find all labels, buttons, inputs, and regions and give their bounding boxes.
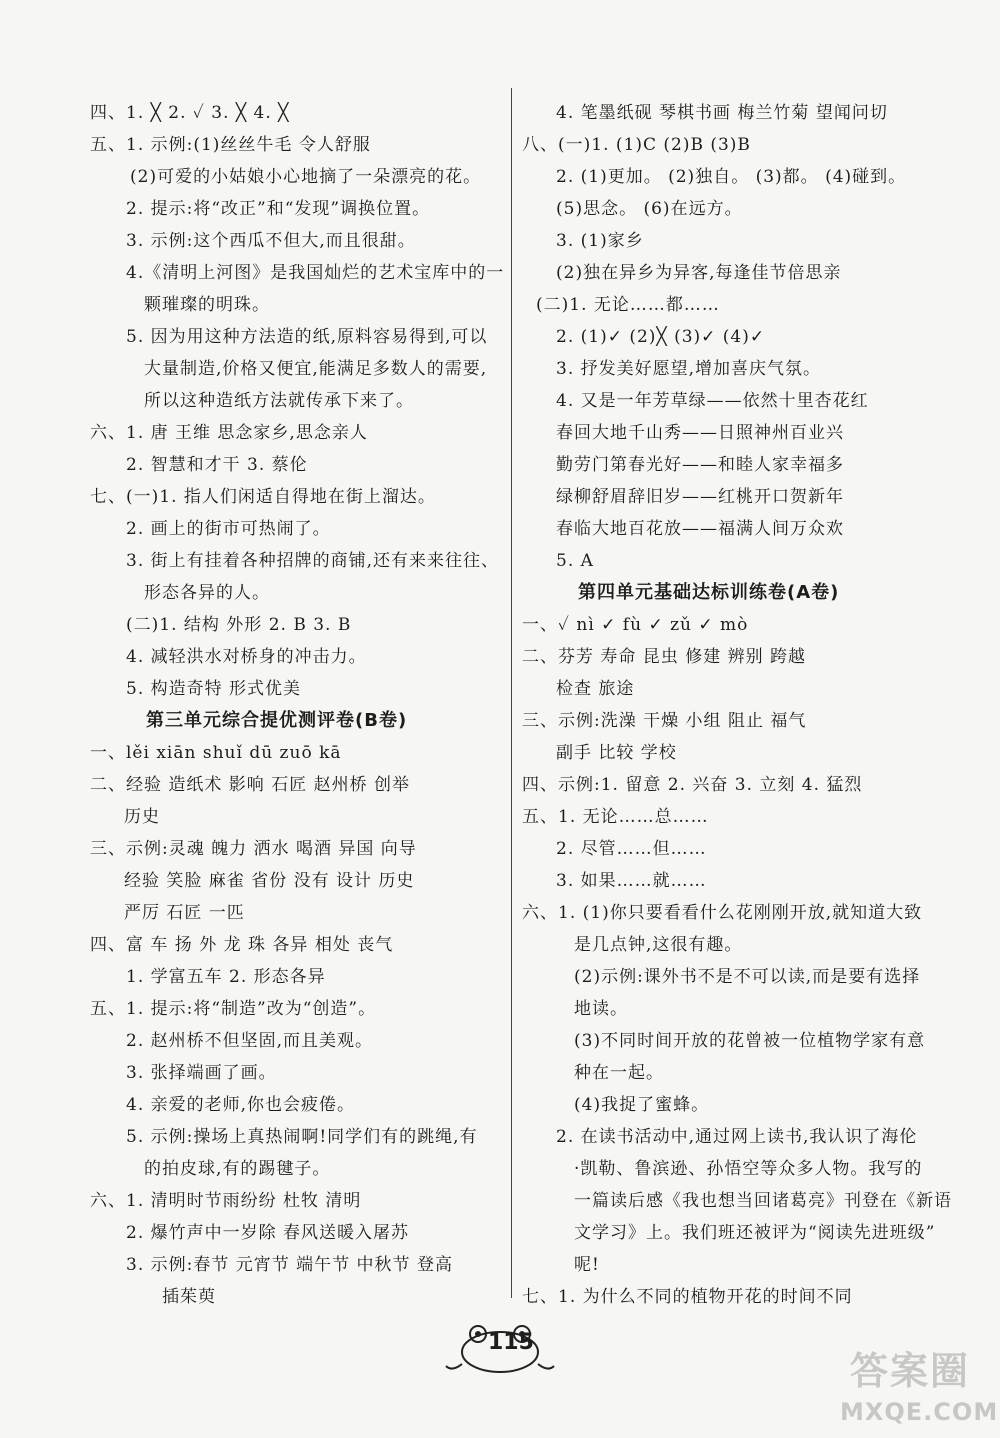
answer-line: 六、1. 清明时节雨纷纷 杜牧 清明 (90, 1191, 362, 1211)
answer-line: 一、lěi xiān shuǐ dū zuō kā (90, 743, 342, 763)
answer-line: 五、1. 提示:将“制造”改为“创造”。 (90, 999, 377, 1019)
answer-line: 3. 抒发美好愿望,增加喜庆气氛。 (556, 359, 822, 379)
answer-line: 种在一起。 (574, 1063, 664, 1083)
answer-line: 3. 街上有挂着各种招牌的商铺,还有来来往往、 (126, 551, 500, 571)
answer-line: 所以这种造纸方法就传承下来了。 (144, 391, 414, 411)
answer-line: 5. 因为用这种方法造的纸,原料容易得到,可以 (126, 327, 488, 347)
answer-line: 勤劳门第春光好——和睦人家幸福多 (556, 455, 844, 475)
answer-line: 春回大地千山秀——日照神州百业兴 (556, 423, 844, 443)
answer-line: (二)1. 结构 外形 2. B 3. B (126, 615, 352, 635)
answer-line: 4. 又是一年芳草绿——依然十里杏花红 (556, 391, 869, 411)
answer-line: 5. 构造奇特 形式优美 (126, 679, 302, 699)
answer-line: 六、1. 唐 王维 思念家乡,思念亲人 (90, 423, 368, 443)
section-heading: 第四单元基础达标训练卷(A卷) (578, 582, 840, 603)
answer-line: 4. 笔墨纸砚 琴棋书画 梅兰竹菊 望闻问切 (556, 103, 888, 123)
answer-line: ·凯勒、鲁滨逊、孙悟空等众多人物。我写的 (574, 1159, 923, 1179)
answer-line: 形态各异的人。 (144, 583, 270, 603)
answer-line: (二)1. 无论……都…… (536, 295, 720, 315)
answer-line: 5. A (556, 551, 594, 571)
answer-line: 2. 画上的街市可热闹了。 (126, 519, 331, 539)
answer-line: 副手 比较 学校 (556, 743, 677, 763)
page-number-badge (440, 1320, 560, 1380)
answer-line: (2)可爱的小姑娘小心地摘了一朵漂亮的花。 (130, 167, 482, 187)
answer-line: 的拍皮球,有的踢毽子。 (144, 1159, 331, 1179)
answer-line: (2)独在异乡为异客,每逢佳节倍思亲 (556, 263, 842, 283)
answer-line: (4)我捉了蜜蜂。 (574, 1095, 710, 1115)
answer-line: 是几点钟,这很有趣。 (574, 935, 743, 955)
answer-line: 2. (1)✓ (2)╳ (3)✓ (4)✓ (556, 327, 766, 347)
column-divider (511, 88, 512, 1298)
answer-line: 文学习》上。我们班还被评为“阅读先进班级” (574, 1223, 936, 1243)
answer-line: 4.《清明上河图》是我国灿烂的艺术宝库中的一 (126, 263, 505, 283)
answer-line: 八、(一)1. (1)C (2)B (3)B (522, 135, 751, 155)
answer-line: 七、1. 为什么不同的植物开花的时间不同 (522, 1287, 853, 1307)
answer-line: (2)示例:课外书不是不可以读,而是要有选择 (574, 967, 921, 987)
answer-line: 大量制造,价格又便宜,能满足多数人的需要, (144, 359, 488, 379)
answer-line: 3. 示例:这个西瓜不但大,而且很甜。 (126, 231, 416, 251)
answer-line: 呢! (574, 1255, 600, 1275)
answer-line: 经验 笑脸 麻雀 省份 没有 设计 历史 (124, 871, 415, 891)
answer-line: 4. 减轻洪水对桥身的冲击力。 (126, 647, 367, 667)
answer-line: (3)不同时间开放的花曾被一位植物学家有意 (574, 1031, 926, 1051)
answer-line: 四、示例:1. 留意 2. 兴奋 3. 立刻 4. 猛烈 (522, 775, 863, 795)
answer-line: 严厉 石匠 一匹 (124, 903, 245, 923)
answer-line: 2. 智慧和才干 3. 蔡伦 (126, 455, 308, 475)
watermark-top-text: 答案圈 (850, 1349, 971, 1393)
answer-line: 3. (1)家乡 (556, 231, 644, 251)
answer-line: 三、示例:洗澡 干燥 小组 阻止 福气 (522, 711, 807, 731)
answer-line: 3. 如果……就…… (556, 871, 707, 891)
page-number: 115 (488, 1330, 534, 1355)
answer-line: 2. (1)更加。 (2)独自。 (3)都。 (4)碰到。 (556, 167, 907, 187)
answer-line: 四、富 车 扬 外 龙 珠 各异 相处 丧气 (90, 935, 394, 955)
answer-line: 二、芬芳 寿命 昆虫 修建 辨别 跨越 (522, 647, 807, 667)
answer-line: 七、(一)1. 指人们闲适自得地在街上溜达。 (90, 487, 436, 507)
watermark-logo (840, 1340, 999, 1430)
answer-line: 地读。 (574, 999, 628, 1019)
answer-line: 2. 尽管……但…… (556, 839, 707, 859)
answer-line: 五、1. 示例:(1)丝丝牛毛 令人舒服 (90, 135, 371, 155)
answer-line: 颗璀璨的明珠。 (144, 295, 270, 315)
answer-line: (5)思念。 (6)在远方。 (556, 199, 743, 219)
answer-line: 2. 在读书活动中,通过网上读书,我认识了海伦 (556, 1127, 918, 1147)
answer-line: 四、1. ╳ 2. ✓ 3. ╳ 4. ╳ (90, 103, 290, 123)
answer-line: 三、示例:灵魂 魄力 洒水 喝酒 异国 向导 (90, 839, 417, 859)
answer-line: 五、1. 无论……总…… (522, 807, 709, 827)
answer-line: 二、经验 造纸术 影响 石匠 赵州桥 创举 (90, 775, 411, 795)
answer-line: 绿柳舒眉辞旧岁——红桃开口贺新年 (556, 487, 844, 507)
answer-line: 一篇读后感《我也想当回诸葛亮》刊登在《新语 (574, 1191, 952, 1211)
answer-line: 1. 学富五车 2. 形态各异 (126, 967, 326, 987)
answer-line: 一、✓ nì ✓ fù ✓ zǔ ✓ mò (522, 615, 749, 635)
answer-line: 历史 (124, 807, 160, 827)
answer-line: 4. 亲爱的老师,你也会疲倦。 (126, 1095, 356, 1115)
answer-line: 插茱萸 (162, 1287, 216, 1307)
answer-line: 5. 示例:操场上真热闹啊!同学们有的跳绳,有 (126, 1127, 478, 1147)
watermark-url-text: MXQE.COM (840, 1398, 999, 1426)
answer-line: 3. 张择端画了画。 (126, 1063, 277, 1083)
answer-line: 2. 赵州桥不但坚固,而且美观。 (126, 1031, 374, 1051)
answer-line: 六、1. (1)你只要看看什么花刚刚开放,就知道大致 (522, 903, 923, 923)
answer-line: 3. 示例:春节 元宵节 端午节 中秋节 登高 (126, 1255, 453, 1275)
answer-line: 2. 提示:将“改正”和“发现”调换位置。 (126, 199, 431, 219)
section-heading: 第三单元综合提优测评卷(B卷) (146, 710, 408, 731)
answer-line: 2. 爆竹声中一岁除 春风送暖入屠苏 (126, 1223, 410, 1243)
answer-line: 检查 旅途 (556, 679, 635, 699)
answer-line: 春临大地百花放——福满人间万众欢 (556, 519, 844, 539)
